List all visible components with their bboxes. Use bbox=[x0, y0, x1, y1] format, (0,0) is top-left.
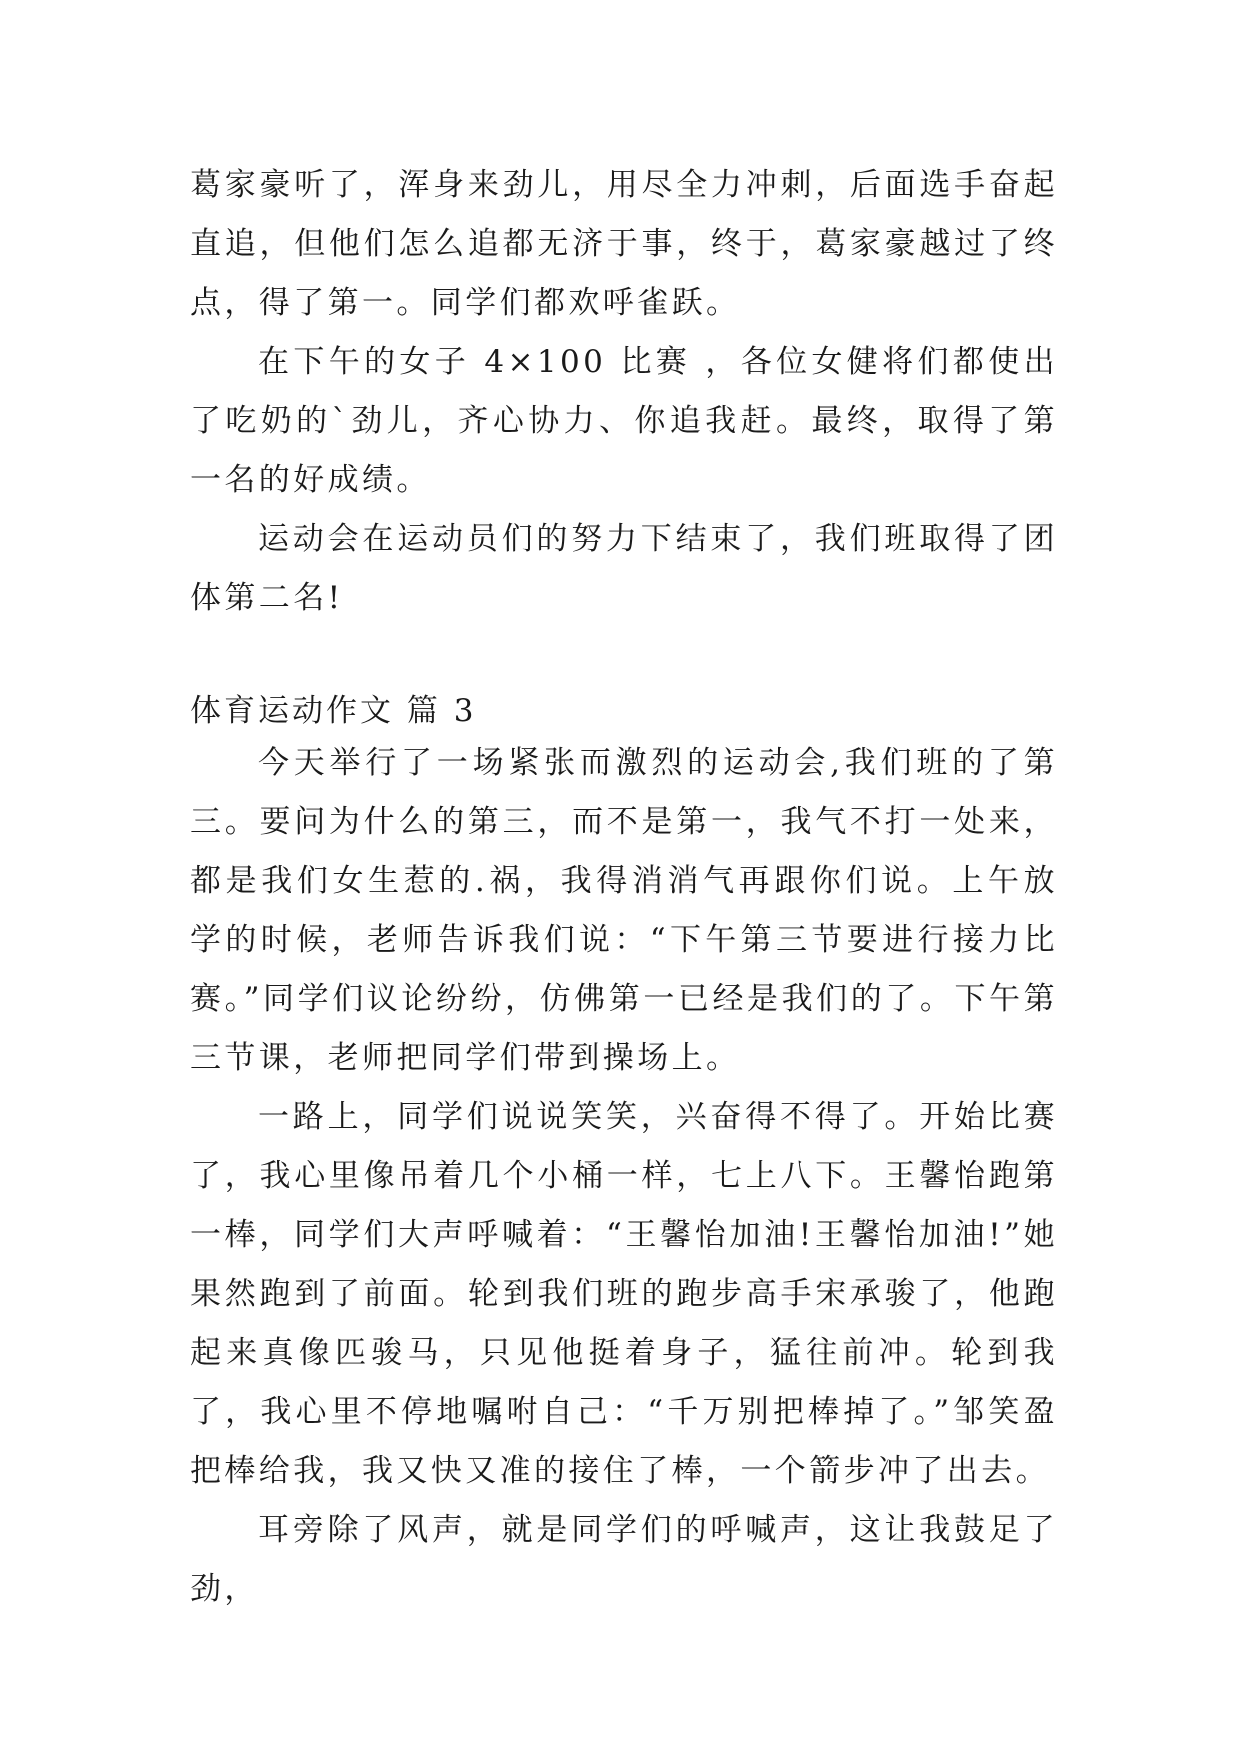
paragraph: 葛家豪听了，浑身来劲儿，用尽全力冲刺，后面选手奋起直追，但他们怎么追都无济于事，终于，葛家豪越过了终点，得了第一。同学们都欢呼雀跃。 bbox=[190, 167, 1058, 321]
paragraph: 运动会在运动员们的努力下结束了，我们班取得了团体第二名! bbox=[190, 521, 1058, 616]
paragraph: 耳旁除了风声，就是同学们的呼喊声，这让我鼓足了劲， bbox=[190, 1512, 1058, 1607]
paragraph: 一路上，同学们说说笑笑，兴奋得不得了。开始比赛了，我心里像吊着几个小桶一样，七上八下。王馨怡跑第一棒，同学们大声呼喊着：“王馨怡加油!王馨怡加油!”她果然跑到了前面。轮到我们班的跑步高手宋承骏了，他跑起来真像匹骏马，只见他挺着身子，猛往前冲。轮到我了，我心里不停地嘱咐自己：“千万别把棒掉了。”邹笑盈把棒给我，我又快又准的接住了棒，一个箭步冲了出去。 bbox=[190, 1099, 1058, 1489]
section-heading-block bbox=[190, 682, 1058, 741]
section-essay-text bbox=[190, 734, 1058, 1619]
paragraph: 今天举行了一场紧张而激烈的运动会,我们班的了第三。要问为什么的第三，而不是第一，我气不打一处来，都是我们女生惹的.祸，我得消消气再跟你们说。上午放学的时候，老师告诉我们说：“下午第三节要进行接力比赛。”同学们议论纷纷，仿佛第一已经是我们的了。下午第三节课，老师把同学们带到操场上。 bbox=[190, 745, 1058, 1076]
paragraph: 在下午的女子 4×100 比赛 ，各位女健将们都使出了吃奶的`劲儿，齐心协力、你追我赶。最终，取得了第一名的好成绩。 bbox=[190, 344, 1058, 498]
section-heading: 体育运动作文 篇 3 bbox=[190, 693, 477, 729]
continued-essay-text bbox=[190, 156, 1058, 628]
